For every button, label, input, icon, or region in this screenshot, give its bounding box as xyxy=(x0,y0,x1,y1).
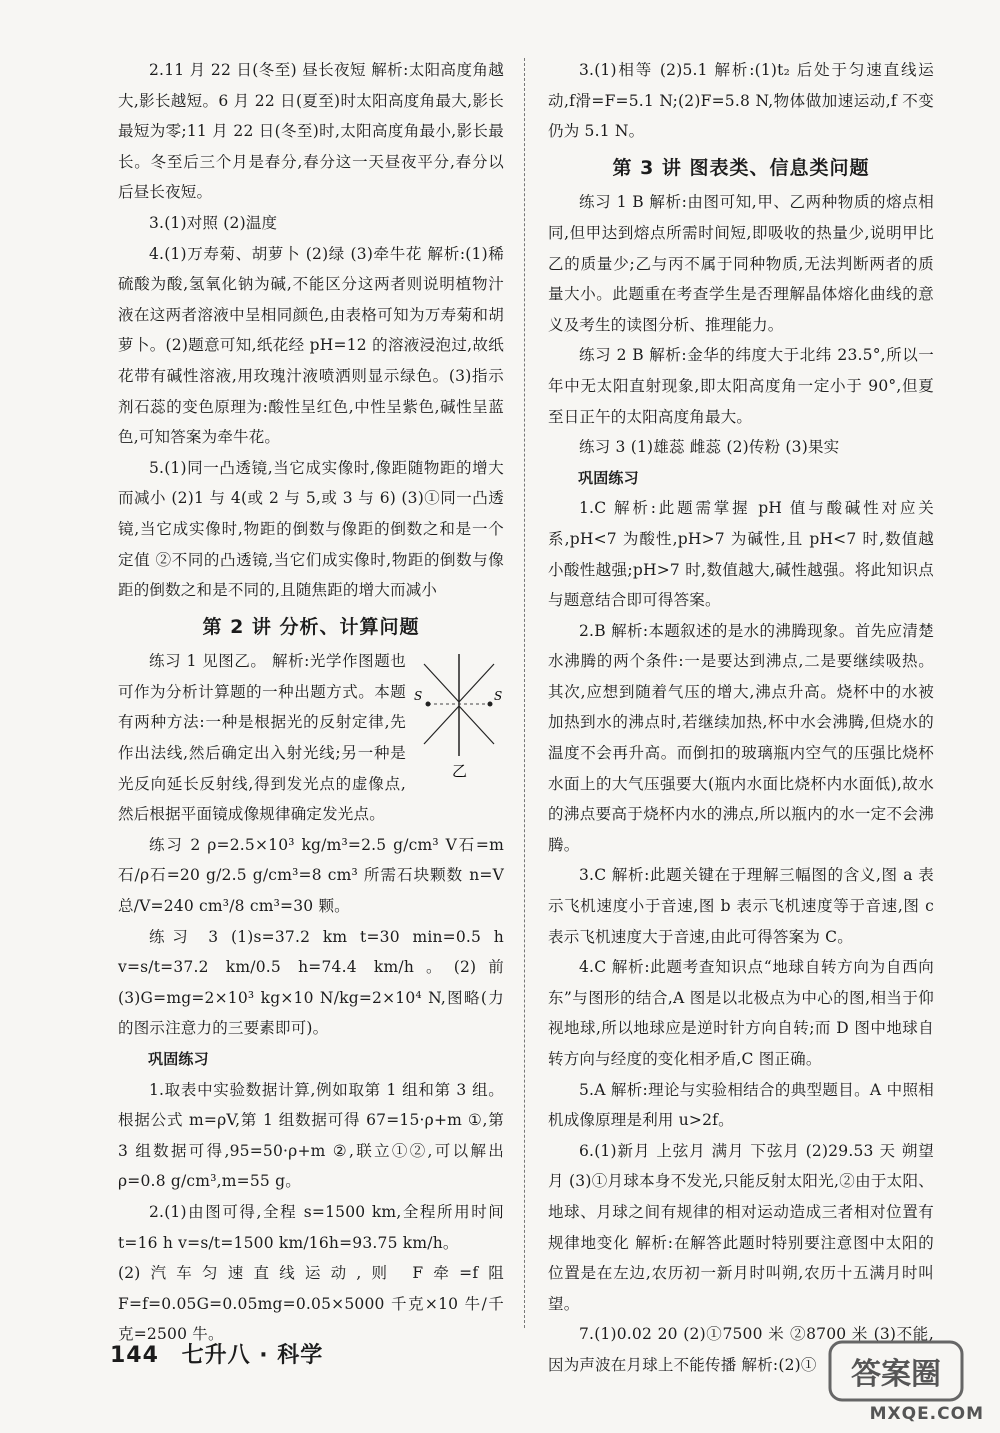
answer-5: 5.(1)同一凸透镜,当它成实像时,像距随物距的增大而减小 (2)1 与 4(或 2 与 5,或 3 与 6) (3)①同一凸透镜,当它成实像时,物距的倒数与像距的倒数之和是一个定值 ②不同的凸透镜,当它们成实像时,物距的倒数与像距的倒数之和是不同的,且随焦距的增大而减小 xyxy=(118,458,504,600)
image-label: S xyxy=(494,689,503,704)
answer-4: 4.(1)万寿菊、胡萝卜 (2)绿 (3)牵牛花 解析:(1)稀硫酸为酸,氢氧化钠为碱,不能区分这两者则说明植物汁液在这两者溶液中呈相同颜色,由表格可知为万寿菊和胡萝卜。(2)题意可知,纸花经 pH=12 的溶液浸泡过,故纸花带有碱性溶液,用玫瑰汁液喷洒则显示绿色。(3)指示剂石蕊的变色原理为:酸性呈红色,中性呈紫色,碱性呈蓝色,可知答案为牵牛花。 xyxy=(118,244,504,447)
answer-3-right: 3.(1)相等 (2)5.1 解析:(1)t₂ 后处于匀速直线运动,f滑=F=5.1 N;(2)F=5.8 N,物体做加速运动,f 不变仍为 5.1 N。 xyxy=(548,61,934,141)
watermark-logo xyxy=(826,1332,966,1412)
answer-3: 3.(1)对照 (2)温度 xyxy=(149,213,278,232)
r-exercise-3: 练习 3 (1)雄蕊 雌蕊 (2)传粉 (3)果实 xyxy=(579,438,840,457)
r-consolidation-4: 4.C 解析:此题考查知识点“地球自转方向为自西向东”与图形的结合,A 图是以北极点为中心的图,相当于仰视地球,所以地球应是逆时针方向自转;而 D 图中地球自转方向与经度的变化相矛盾,C 图正确。 xyxy=(548,958,934,1068)
book-title: 七升八 · 科学 xyxy=(181,1343,324,1368)
watermark-logo-text: 答案圈 xyxy=(851,1357,941,1392)
consolidation-1: 1.取表中实验数据计算,例如取第 1 组和第 3 组。根据公式 m=ρV,第 1 组数据可得 67=15·ρ+m ①,第 3 组数据可得,95=50·ρ+m ②,联立①②,可以解出 ρ=0.8 g/cm³,m=55 g。 xyxy=(118,1080,504,1191)
left-column xyxy=(118,55,504,1350)
section-2-title: 第 2 讲 分析、计算问题 xyxy=(202,615,420,638)
r-consolidation-5: 5.A 解析:理论与实验相结合的典型题目。A 中照相机成像原理是利用 u>2f。 xyxy=(548,1080,934,1130)
exercise-3: 练习 3 (1)s=37.2 km t=30 min=0.5 h v=s/t=37.2 km/0.5 h=74.4 km/h。(2)前 (3)G=mg=2×10³ kg×10 N/kg=2×10⁴ N,图略(力的图示注意力的三要素即可)。 xyxy=(118,927,504,1038)
page-number: 144 xyxy=(110,1343,159,1368)
consolidation-2a: 2.(1)由图可得,全程 s=1500 km,全程所用时间 t=16 h v=s/t=1500 km/16h=93.75 km/h。 xyxy=(118,1202,504,1252)
source-label: S xyxy=(414,689,423,704)
consolidation-2b: (2)汽车匀速直线运动,则 F牵=f阻 F=f=0.05G=0.05mg=0.05×5000 千克×10 牛/千克=2500 牛。 xyxy=(118,1264,504,1344)
r-exercise-2: 练习 2 B 解析:金华的纬度大于北纬 23.5°,所以一年中无太阳直射现象,即太阳高度角一定小于 90°,但夏至日正午的太阳高度角最大。 xyxy=(548,346,934,426)
r-consolidation-6: 6.(1)新月 上弦月 满月 下弦月 (2)29.53 天 朔望月 (3)①月球本身不发光,只能反射太阳光,②由于太阳、地球、月球之间有规律的相对运动造成三者相对位置有规律地变化 解析:在解答此题时特别要注意图中太阳的位置是在左边,农历初一新月时叫朔,农历十五满月时叫望。 xyxy=(548,1141,934,1313)
figure-label: 乙 xyxy=(452,762,468,781)
column-divider xyxy=(524,58,525,1328)
r-consolidation-3: 3.C 解析:此题关键在于理解三幅图的含义,图 a 表示飞机速度小于音速,图 b 表示飞机速度等于音速,图 c 表示飞机速度大于音速,由此可得答案为 C。 xyxy=(548,866,934,946)
exercise-1: 练习 1 见图乙。 解析:光学作图题也可作为分析计算题的一种出题方式。本题有两种方法:一种是根据光的反射定律,先作出法线,然后确定出入射光线;另一种是光反向延长反射线,得到发光点的虚像点,然后根据平面镜成像规律确定发光点。 xyxy=(118,652,406,824)
r-consolidation-2: 2.B 解析:本题叙述的是水的沸腾现象。首先应清楚水沸腾的两个条件:一是要达到沸点,二是要继续吸热。其次,应想到随着气压的增大,沸点升高。烧杯中的水被加热到水的沸点时,若继续加热,杯中水会沸腾,但烧水的温度不会再升高。而倒扣的玻璃瓶内空气的压强比烧杯水面上的大气压强要大(瓶内水面比烧杯内水面低),故水的沸点要高于烧杯内水的沸点,所以瓶内的水一定不会沸腾。 xyxy=(548,621,934,854)
r-consolidation-heading: 巩固练习 xyxy=(578,468,639,487)
watermark-site: MXQE.COM xyxy=(869,1404,984,1424)
exercise-2: 练习 2 ρ=2.5×10³ kg/m³=2.5 g/cm³ V石=m石/ρ石=20 g/2.5 g/cm³=8 cm³ 所需石块颗数 n=V总/V=240 cm³/8 cm³=30 颗。 xyxy=(118,835,504,916)
r-consolidation-7: 7.(1)0.02 20 (2)①7500 米 ②8700 米 (3)不能,因为声波在月球上不能传播 解析:(2)① xyxy=(548,1325,934,1374)
answer-2: 2.11 月 22 日(冬至) 昼长夜短 解析:太阳高度角越大,影长越短。6 月 22 日(夏至)时太阳高度角最大,影长最短为零;11 月 22 日(冬至)时,太阳高度角最小,影长最长。冬至后三个月是春分,春分这一天昼夜平分,春分以后昼长夜短。 xyxy=(118,61,504,202)
section-3-title: 第 3 讲 图表类、信息类问题 xyxy=(612,156,870,179)
consolidation-heading: 巩固练习 xyxy=(148,1050,209,1068)
r-consolidation-1: 1.C 解析:此题需掌握 pH 值与酸碱性对应关系,pH<7 为酸性,pH>7 为碱性,且 pH<7 时,数值越小酸性越强;pH>7 时,数值越大,碱性越强。将此知识点与题意结合即可得答案。 xyxy=(548,499,934,610)
mirror-diagram xyxy=(414,650,504,782)
r-exercise-1: 练习 1 B 解析:由图可知,甲、乙两种物质的熔点相同,但甲达到熔点所需时间短,即吸收的热量少,说明甲比乙的质量少;乙与丙不属于同种物质,无法判断两者的质量大小。此题重在考查学生是否理解晶体熔化曲线的意义及考生的读图分析、推理能力。 xyxy=(548,193,934,334)
page-footer xyxy=(110,1338,323,1369)
right-column xyxy=(548,55,934,1381)
